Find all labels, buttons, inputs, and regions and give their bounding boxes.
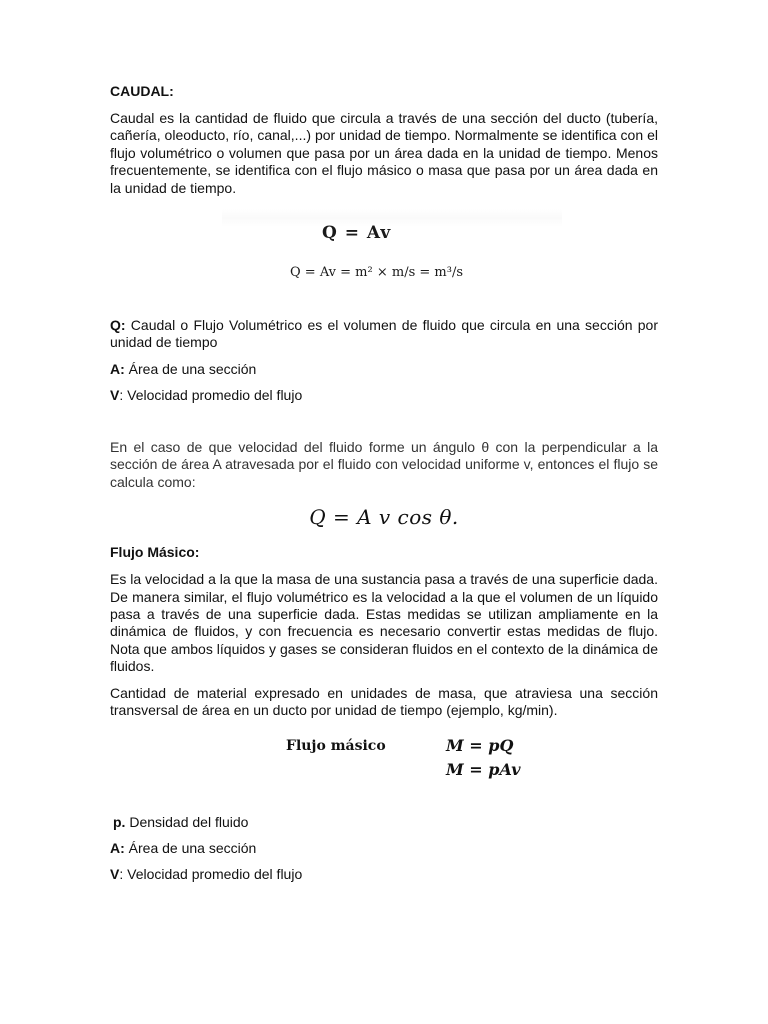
caudal-equation-image bbox=[222, 209, 562, 299]
flujo-masico-equation-label: Flujo másico bbox=[286, 737, 386, 754]
mass-v-definition-label: V bbox=[110, 865, 120, 882]
q-definition bbox=[110, 317, 658, 351]
a-definition bbox=[110, 361, 658, 378]
q-definition-label: Q: bbox=[110, 317, 126, 334]
p-definition-label: p. bbox=[113, 813, 126, 830]
caudal-equation-units: Q = Av = m² × m/s = m³/s bbox=[290, 265, 463, 281]
mass-a-definition-text: Área de una sección bbox=[124, 839, 257, 856]
mass-v-definition bbox=[110, 866, 658, 883]
p-definition-text: Densidad del fluido bbox=[125, 813, 249, 830]
caudal-intro-paragraph: Caudal es la cantidad de fluido que circula a través de una sección del ducto (tubería, cañería, oleoducto, río, canal,...) por unidad de tiempo. Normalmente se identifica con el flujo volumétrico o volumen que pasa por un área dada en la unidad de tiempo. Menos frecuentemente, se identifica con el flujo másico o masa que pasa por un área dada en la unidad de tiempo. bbox=[110, 110, 658, 196]
a-definition-label: A: bbox=[110, 361, 125, 378]
mass-a-definition bbox=[110, 840, 658, 857]
flujo-masico-equation-1: M = pQ bbox=[446, 735, 514, 755]
caudal-heading: CAUDAL: bbox=[110, 83, 174, 99]
flujo-masico-equation-2: M = pAv bbox=[446, 759, 521, 779]
angle-equation: Q = A v cos θ. bbox=[309, 505, 459, 530]
flujo-masico-paragraph-1: Es la velocidad a la que la masa de una sustancia pasa a través de una superficie dada. De manera similar, el flujo volumétrico es la velocidad a la que el volumen de un líquido pasa a través de una superficie dada. Estas medidas se utilizan ampliamente en la dinámica de fluidos, y con frecuencia es necesario convertir estas medidas de flujo. Nota que ambos líquidos y gases se consideran fluidos en el contexto de la dinámica de fluidos. bbox=[110, 571, 658, 675]
mass-v-definition-text: : Velocidad promedio del flujo bbox=[119, 865, 303, 882]
mass-a-definition-label: A: bbox=[110, 839, 125, 856]
v-definition-label: V bbox=[110, 387, 120, 404]
flujo-masico-equation-image bbox=[230, 732, 546, 790]
flujo-masico-heading: Flujo Másico: bbox=[110, 544, 200, 561]
p-definition bbox=[110, 814, 658, 831]
v-definition bbox=[110, 387, 658, 404]
flujo-masico-paragraph-2: Cantidad de material expresado en unidades de masa, que atraviesa una sección transversal de área en un ducto por unidad de tiempo (ejemplo, kg/min). bbox=[110, 684, 658, 719]
a-definition-text: Área de una sección bbox=[124, 361, 257, 378]
caudal-equation-main: Q = Av bbox=[322, 223, 392, 244]
v-definition-text: : Velocidad promedio del flujo bbox=[119, 387, 303, 404]
document-page bbox=[110, 82, 658, 883]
q-definition-text: Caudal o Flujo Volumétrico es el volumen de fluido que circula en una sección por unidad de tiempo bbox=[110, 317, 658, 351]
angle-paragraph: En el caso de que velocidad del fluido forme un ángulo θ con la perpendicular a la sección de área A atravesada por el fluido con velocidad uniforme v, entonces el flujo se calcula como: bbox=[110, 439, 658, 490]
